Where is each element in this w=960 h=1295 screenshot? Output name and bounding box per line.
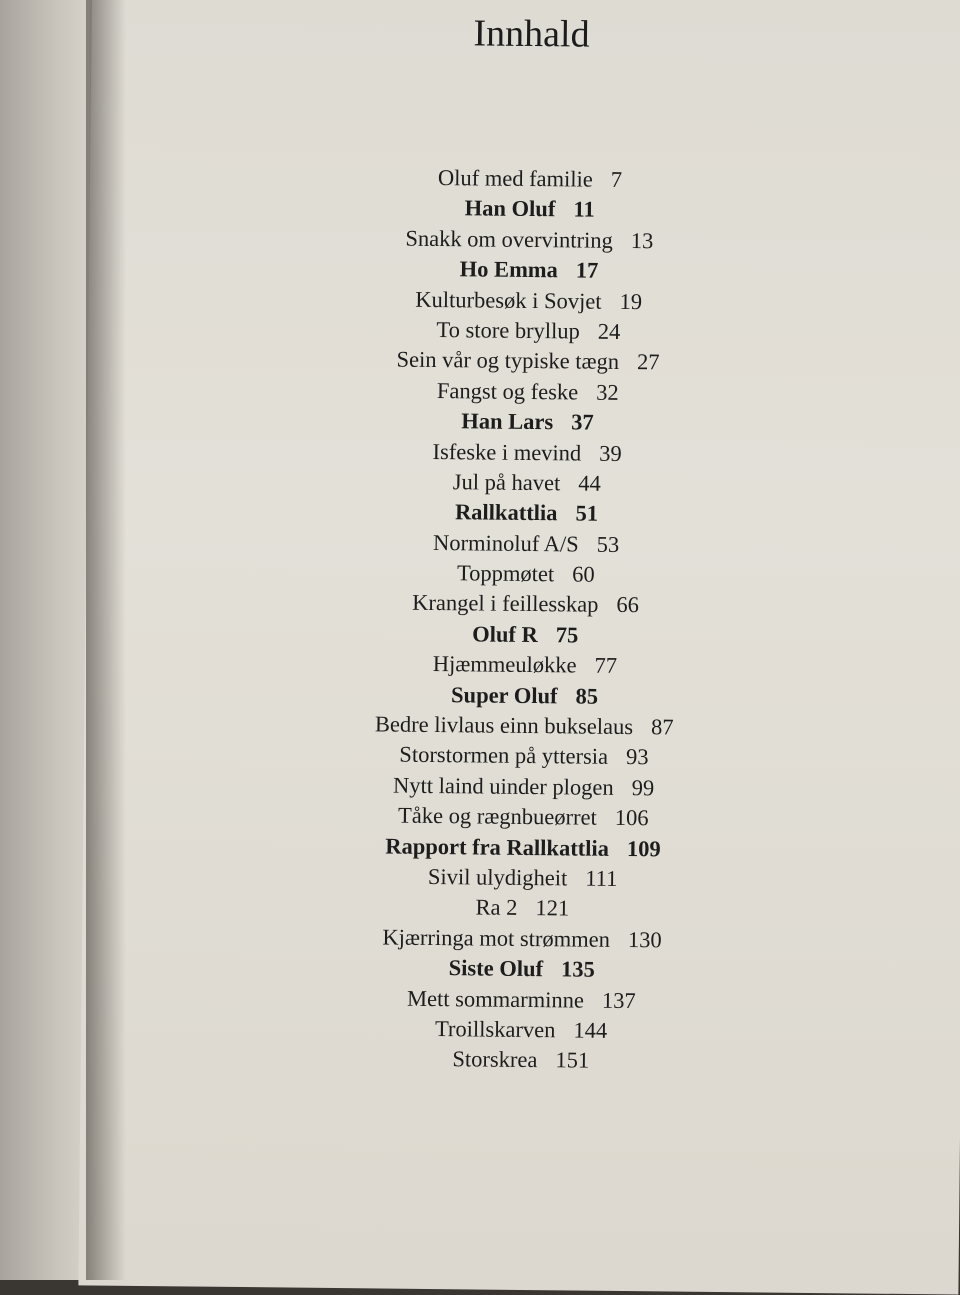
entry-page-number: 75: [555, 622, 579, 648]
entry-title: Bedre livlaus einn bukselaus: [374, 711, 634, 740]
entry-page-number: 109: [626, 835, 661, 861]
entry-title: Hjæmmeuløkke: [432, 651, 577, 678]
entry-page-number: 11: [573, 196, 595, 223]
entry-title: Nytt laind uinder plogen: [392, 772, 614, 800]
entry-page-number: 51: [575, 500, 599, 527]
entry-title: Super Oluf: [450, 681, 558, 708]
entry-page-number: 144: [573, 1017, 608, 1043]
entry-title: Kulturbesøk i Sovjet: [415, 286, 602, 314]
entry-page-number: 137: [601, 987, 636, 1013]
entry-page-number: 151: [555, 1047, 590, 1073]
entry-title: Han Lars: [461, 408, 554, 435]
entry-title: Isfeske i mevind: [432, 438, 582, 466]
page-title: Innhald: [473, 12, 590, 56]
entry-page-number: 17: [575, 257, 599, 283]
entry-page-number: 39: [599, 440, 622, 466]
entry-page-number: 77: [594, 652, 618, 679]
entry-title: Kjærringa mot strømmen: [382, 924, 611, 952]
entry-page-number: 66: [616, 592, 640, 618]
entry-title: To store bryllup: [436, 316, 581, 344]
entry-title: Troillskarven: [434, 1015, 556, 1043]
entry-title: Snakk om overvintring: [405, 225, 614, 253]
entry-page-number: 24: [597, 318, 621, 344]
entry-title: Storstormen på yttersia: [399, 742, 609, 770]
entry-title: Mett sommarminne: [406, 985, 585, 1013]
entry-title: Sein vår og typiske tægn: [396, 346, 620, 375]
entry-page-number: 87: [650, 714, 674, 740]
entry-page-number: 32: [596, 379, 619, 405]
entry-title: Toppmøtet: [456, 560, 555, 587]
entry-page-number: 106: [614, 805, 649, 831]
entry-title: Storskrea: [452, 1046, 538, 1073]
entry-page-number: 99: [631, 774, 655, 801]
entry-page-number: 111: [585, 865, 618, 891]
entry-title: Han Oluf: [464, 195, 556, 222]
entry-page-number: 93: [625, 744, 649, 770]
entry-title: Oluf med familie: [437, 165, 593, 192]
entry-page-number: 121: [535, 895, 570, 921]
entry-title: Siste Oluf: [448, 955, 544, 982]
entry-page-number: 130: [627, 926, 662, 953]
entry-title: Krangel i feillesskap: [412, 590, 599, 618]
entry-title: Rallkattlia: [454, 499, 558, 526]
entry-title: Jul på havet: [452, 469, 561, 496]
entry-title: Oluf R: [472, 621, 538, 647]
entry-page-number: 60: [572, 561, 595, 587]
book-gutter-shadow: [86, 0, 126, 1280]
entry-page-number: 13: [630, 227, 654, 254]
entry-title: Rapport fra Rallkattlia: [385, 833, 610, 861]
table-of-contents: [81, 159, 960, 1080]
entry-page-number: 85: [575, 683, 599, 709]
entry-title: Sivil ulydigheit: [427, 863, 568, 891]
entry-title: Tåke og rægnbueørret: [398, 802, 597, 830]
entry-title: Ra 2: [475, 894, 518, 921]
entry-page-number: 135: [560, 956, 595, 982]
entry-page-number: 27: [636, 349, 660, 375]
entry-title: Ho Emma: [459, 256, 559, 283]
book-page: [78, 0, 960, 1295]
entry-page-number: 7: [610, 166, 623, 192]
entry-page-number: 53: [596, 531, 620, 557]
entry-page-number: 19: [619, 288, 643, 314]
entry-title: Fangst og feske: [436, 377, 579, 405]
entry-title: Norminoluf A/S: [433, 529, 579, 557]
entry-page-number: 37: [571, 409, 594, 435]
entry-page-number: 44: [578, 470, 601, 496]
